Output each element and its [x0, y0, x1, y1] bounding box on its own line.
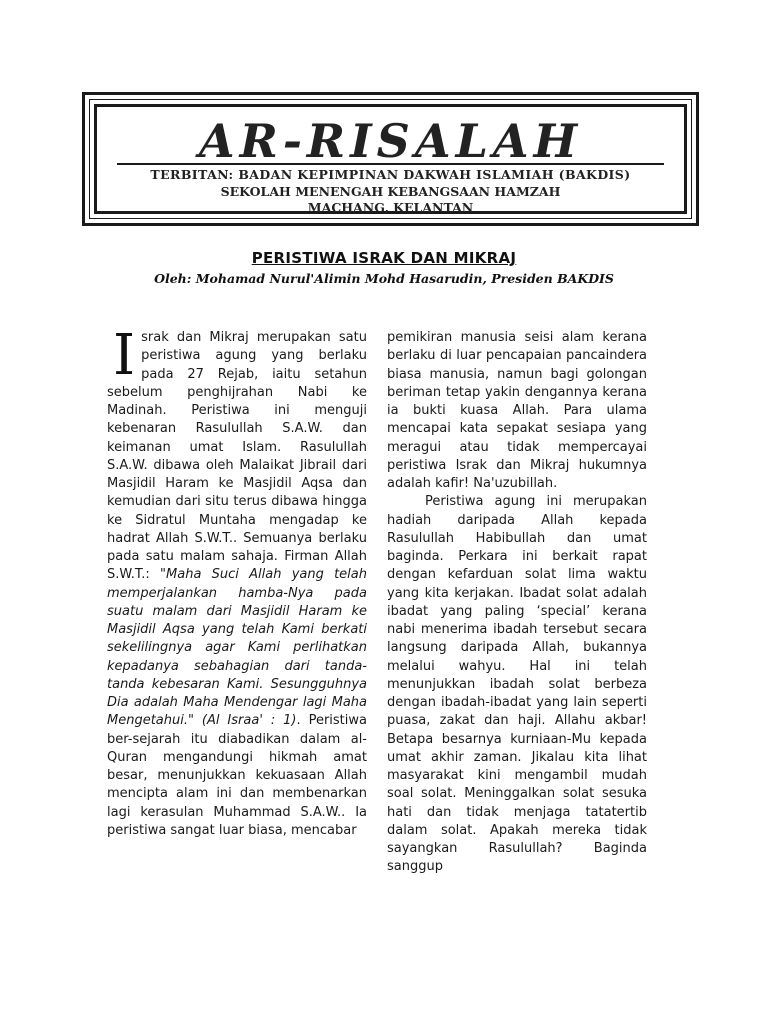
location-line: MACHANG, KELANTAN: [307, 200, 474, 215]
quote-close: ": [188, 713, 202, 729]
quran-quote: Maha Suci Allah yang telah memperjalankan hamba-Nya pada suatu malam dari Masjidil Haram ke Masjidil Aqsa yang telah Kami berkati sekelilingnya agar Kami perlihatkan kepadanya sebahagian dari tanda-tanda kebesaran Kami. Sesungguhnya Dia adalah Maha Mendengar lagi Maha Mengetahui.: [107, 567, 367, 729]
masthead-frame: [82, 92, 699, 226]
article-title: PERISTIWA ISRAK DAN MIKRAJ: [251, 249, 517, 267]
article-paragraph-2: Peristiwa agung ini merupakan hadiah daripada Allah kepada Rasulullah Habibullah dan umat baginda. Perkara ini berkait rapat dengan kefarduan solat lima waktu yang kita kerjakan. Ibadat solat adalah ibadat yang paling ‘special’ kerana nabi menerima ibadah tersebut secara langsung daripada Allah, bukannya melalui wahyu. Hal ini telah menunjukkan ibadah solat berbeza dengan ibadah-ibadat yang lain seperti puasa, zakat dan haji. Allahu akbar! Betapa besarnya kurniaan-Mu kepada umat akhir zaman. Jikalau kita lihat masyarakat kini mengambil mudah soal solat. Meninggalkan solat sesuka hati dan tidak menjaga tatatertib dalam solat. Apakah mereka tidak sayangkan Rasulullah? Baginda sanggup: [387, 494, 647, 875]
masthead-inner-border: [89, 99, 692, 219]
quote-reference: (Al Israa' : 1): [201, 713, 297, 729]
masthead-inner-border-2: [94, 104, 687, 214]
paragraph-text: srak dan Mikraj merupakan satu peristiwa agung yang berlaku pada 27 Rejab, iaitu setahun sebelum penghijrahan Nabi ke Madinah. Peristiwa ini menguji kebenaran Rasulullah S.A.W. dan keimanan umat Islam. Rasulullah S.A.W. dibawa oleh Malaikat Jibrail dari Masjidil Haram ke Masjidil Aqsa dan kemudian dari situ terus dibawa hingga ke Sidratul Muntaha mengadap ke hadrat Allah S.W.T.. Semuanya berlaku pada satu malam sahaja. Firman Allah S.W.T.: ": [107, 330, 367, 583]
masthead-divider: [117, 163, 664, 165]
article-paragraph-1-cont: pemikiran manusia seisi alam kerana berlaku di luar pencapaian pancaindera biasa manusia, namun bagi golongan beriman tetap yakin dengannya kerana ia bukti kuasa Allah. Para ulama mencapai kata sepakat sesiapa yang meragui atau tidak mempercayai peristiwa Israk dan Mikraj hukumnya adalah kafir! Na'uzubillah.: [387, 330, 647, 491]
article-paragraph-1: [107, 323, 367, 840]
article-column-right: [387, 329, 647, 877]
paragraph-text-cont: . Peristiwa ber-sejarah itu diabadikan dalam al-Quran mengandungi hikmah amat besar, menunjukkan kekuasaan Allah mencipta alam ini dan membenarkan lagi kerasulan Muhammad S.A.W.. Ia peristiwa sangat luar biasa, mencabar: [107, 713, 367, 838]
article-column-left: [107, 323, 367, 840]
article-byline: Oleh: Mohamad Nurul'Alimin Mohd Hasarudin, Presiden BAKDIS: [154, 271, 614, 286]
newsletter-title: AR-RISALAH: [198, 114, 583, 168]
publisher-line: TERBITAN: BADAN KEPIMPINAN DAKWAH ISLAMIAH (BAKDIS): [150, 167, 631, 182]
drop-cap: I: [113, 323, 136, 388]
school-line: SEKOLAH MENENGAH KEBANGSAAN HAMZAH: [220, 184, 561, 199]
